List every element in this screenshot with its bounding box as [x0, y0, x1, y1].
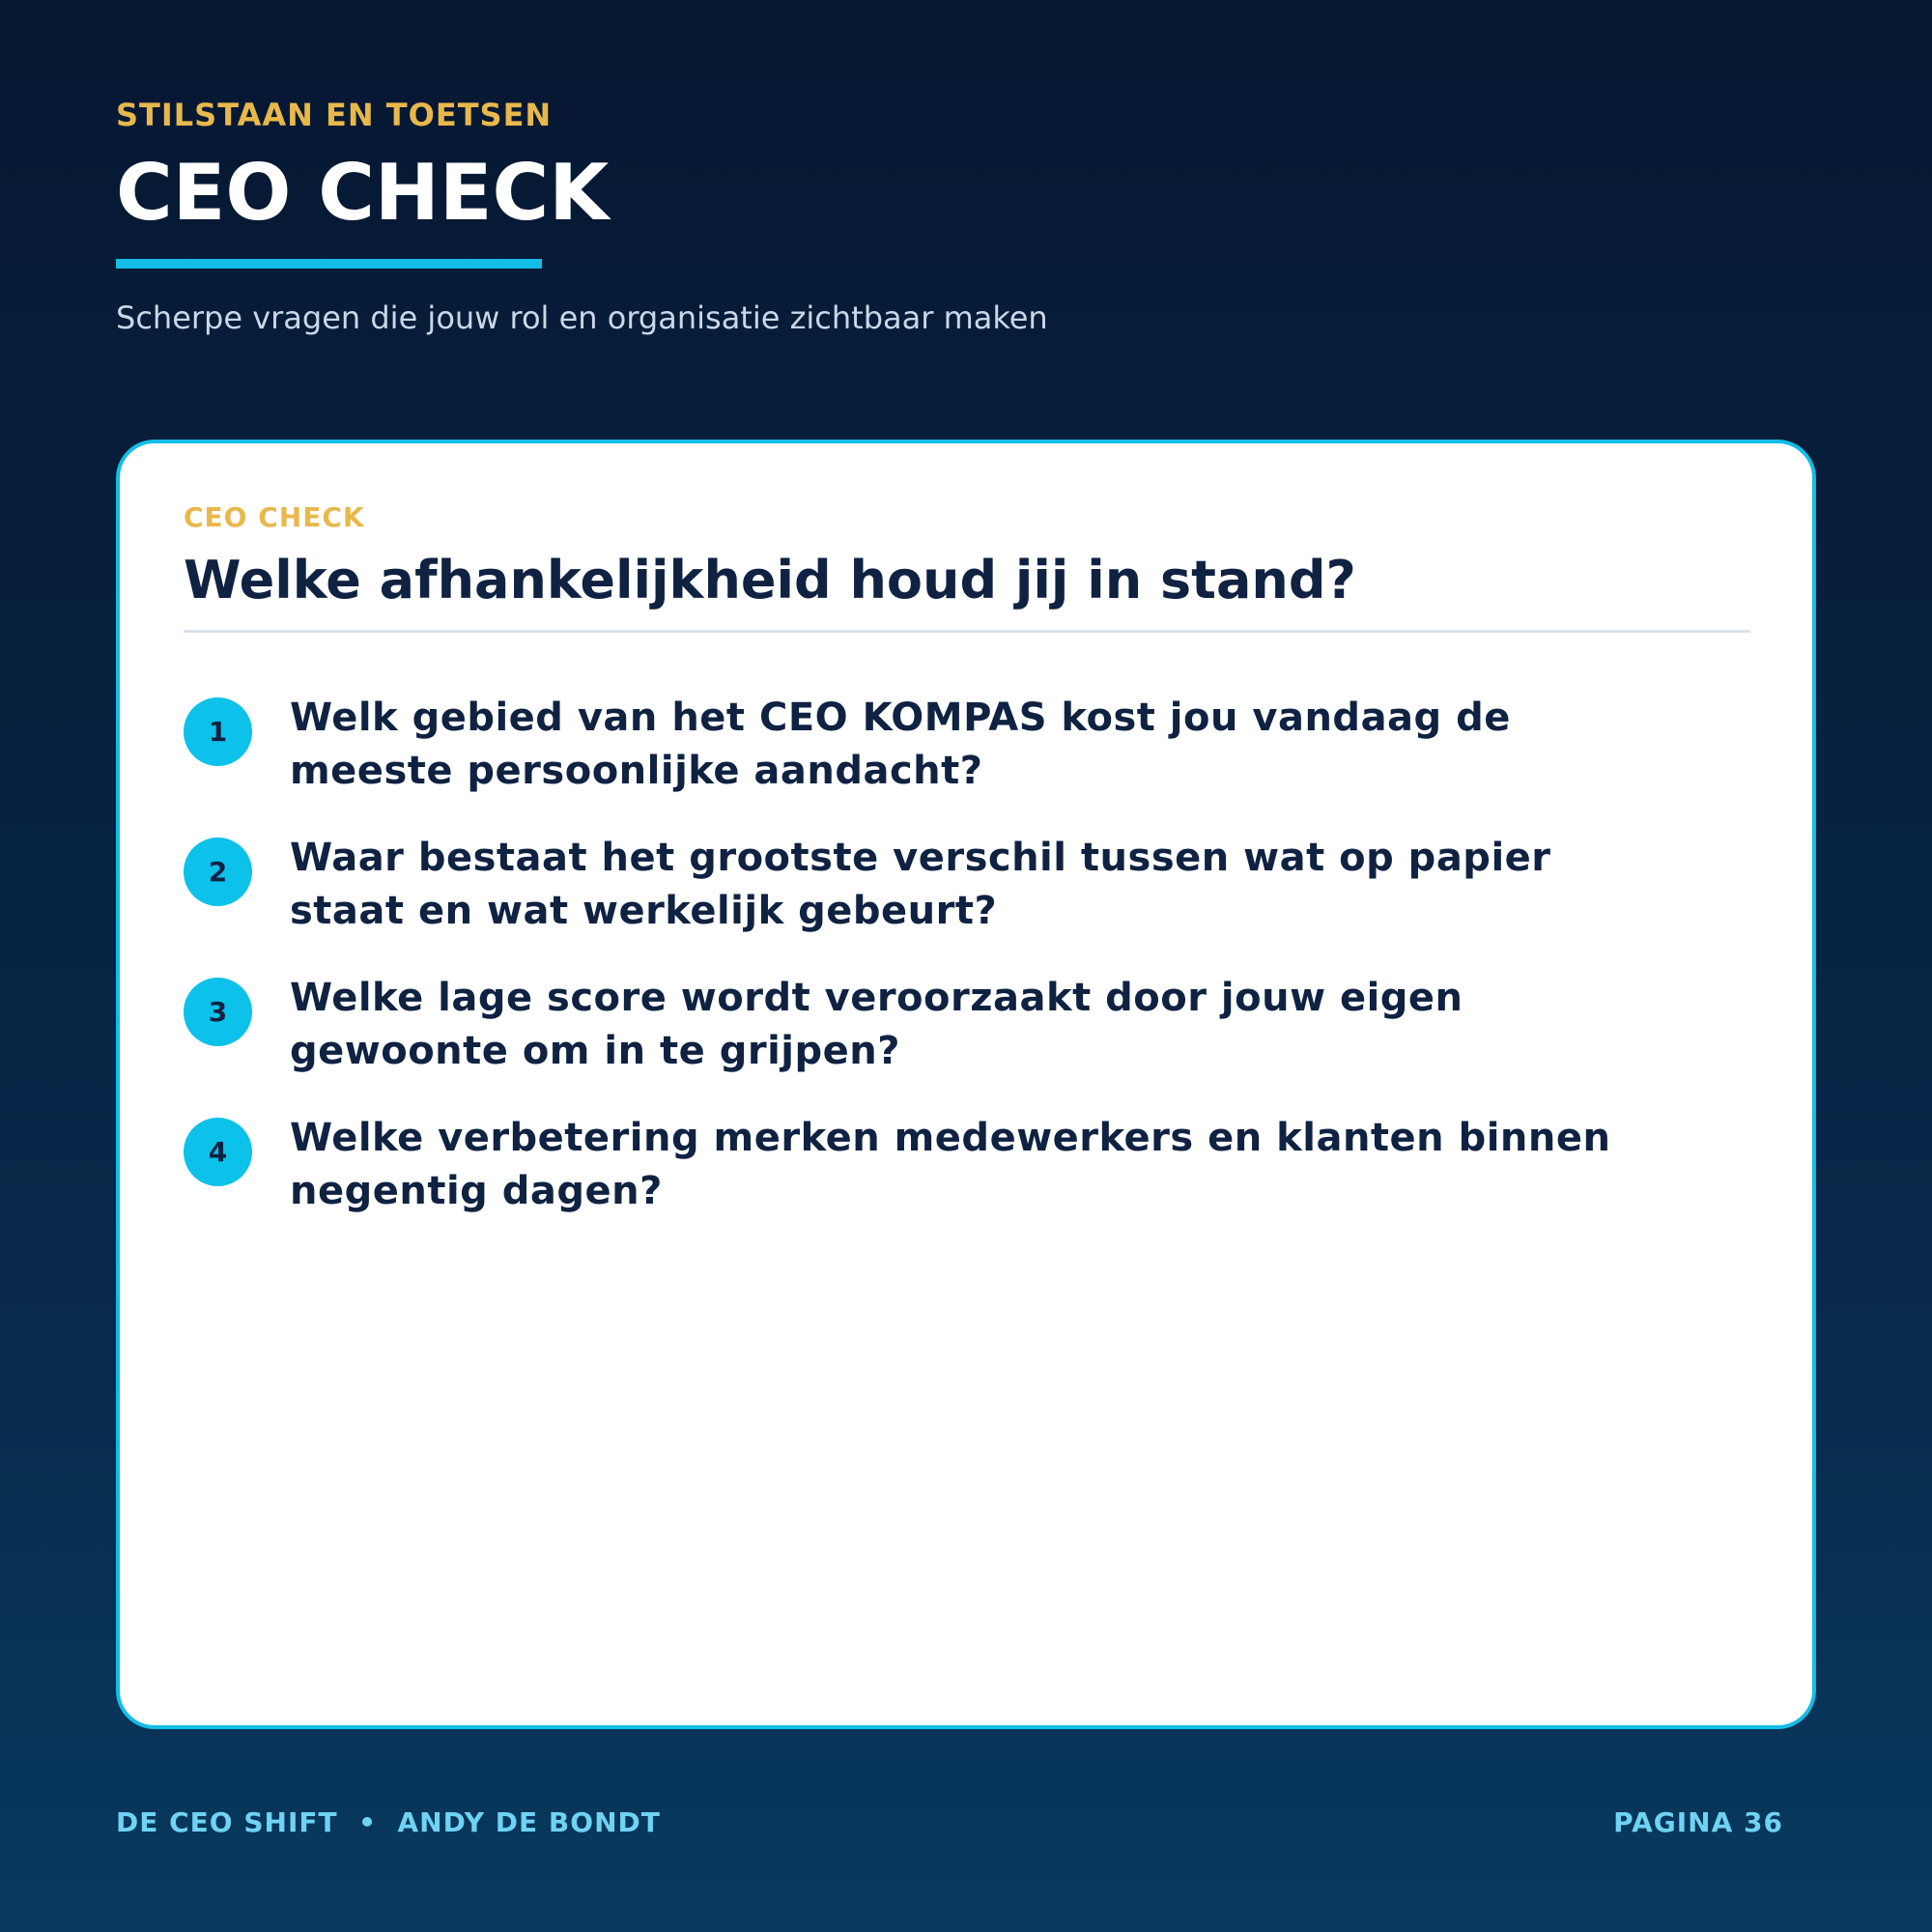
question-text: Welke lage score wordt veroorzaakt door jouw eigen gewoonte om in te grijpen?	[290, 976, 1463, 1073]
card-divider	[184, 630, 1750, 633]
footer-book-author: DE CEO SHIFT • ANDY DE BONDT	[116, 1806, 661, 1838]
section-eyebrow: STILSTAAN EN TOETSEN	[116, 97, 553, 133]
footer-page-number: PAGINA 36	[1613, 1806, 1783, 1838]
page-title: CEO CHECK	[116, 148, 610, 238]
question-text: Waar bestaat het grootste verschil tussen wat op papier staat en wat werkelijk gebeurt?	[290, 836, 1551, 933]
card-eyebrow: CEO CHECK	[184, 501, 365, 533]
question-item	[184, 832, 1750, 972]
question-number-badge: 4	[184, 1118, 252, 1186]
question-text: Welke verbetering merken medewerkers en klanten binnen negentig dagen?	[290, 1116, 1611, 1213]
title-underline	[116, 259, 542, 269]
ceo-check-card	[116, 440, 1816, 1729]
question-text: Welk gebied van het CEO KOMPAS kost jou vandaag de meeste persoonlijke aandacht?	[290, 696, 1511, 793]
page-subtitle: Scherpe vragen die jouw rol en organisatie zichtbaar maken	[116, 299, 1048, 336]
card-heading: Welke afhankelijkheid houd jij in stand?	[184, 550, 1356, 611]
question-list	[184, 692, 1750, 1252]
question-number-badge: 3	[184, 978, 252, 1046]
question-item	[184, 972, 1750, 1112]
question-item	[184, 692, 1750, 832]
question-number-badge: 2	[184, 838, 252, 906]
question-item	[184, 1112, 1750, 1252]
question-number-badge: 1	[184, 697, 252, 766]
